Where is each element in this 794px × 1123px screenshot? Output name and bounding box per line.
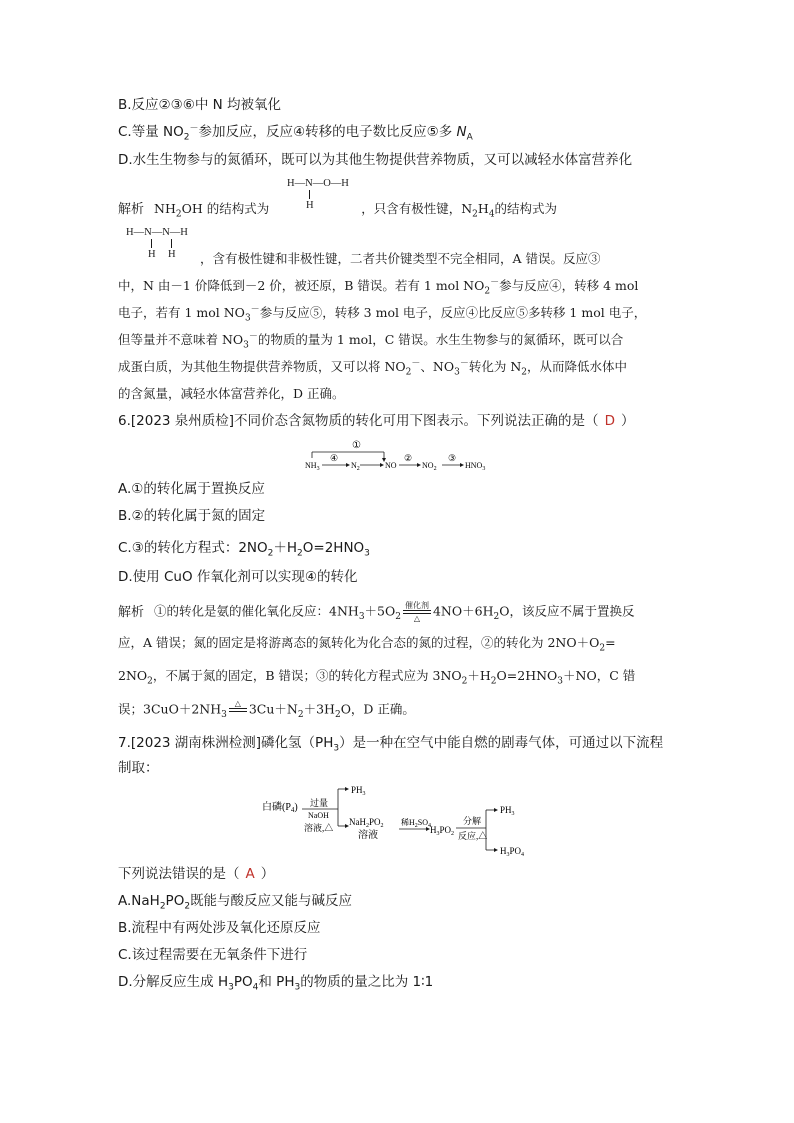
decompose-label: 分解	[463, 816, 482, 826]
q5-analysis-line-1: 解析 $NH_2OH$ 的结构式为 ，只含有极性键，$N_2H_4$的结构式为	[118, 201, 558, 220]
naoh-label: NaOH	[308, 811, 329, 820]
q5-analysis-line-2: ，含有极性键和非极性键，二者共价键类型不完全相同，A 错误。反应③	[200, 251, 601, 266]
q6-analysis-line-1: 解析 ①的转化是氨的催化氧化反应：$4NH_3+5O_2$ 催化剂 △ $4NO+6H_2O$，该反应不属于置换反	[118, 601, 635, 623]
h3po4-label: $H_3PO_4$	[500, 846, 525, 858]
q6-answer: D	[604, 413, 615, 429]
q6-analysis-line-4: 误；$3CuO+2NH_3$ △ $3Cu+N_2+3H_2O$，D 正确。	[118, 699, 415, 720]
hydrazine-structure: H—N—N—H H H	[126, 227, 188, 260]
n2-label: $N_2$	[351, 461, 360, 472]
catalyst-condition: 催化剂 △	[404, 601, 429, 623]
q7-stem-line-1: 7.[2023 湖南株洲检测]磷化氢$(PH_3)$是一种在空气中能自燃的剧毒气体，可通过以下流程	[118, 735, 664, 754]
ph3-product-top: $PH_3$	[351, 785, 366, 797]
q6-option-c: C.③的转化方程式：$2NO_2+H_2O=2HNO_3$	[118, 540, 370, 559]
analysis-label: 解析	[118, 604, 145, 620]
reaction-1-label: ①	[352, 440, 361, 451]
reaction-heat-label: 反应,△	[458, 831, 488, 841]
phosphine-flow-diagram	[258, 780, 548, 860]
nitrogen-conversion-diagram	[300, 438, 500, 474]
q5-analysis-line-3: 中，N 由－1 价降低到－2 价，被还原，B 错误。若有 1 mol $NO_2^-$参与反应④，转移 4 mol	[118, 277, 639, 297]
hydroxylamine-structure: H—N—O—H H	[287, 178, 349, 211]
reaction-4-label: ④	[330, 453, 339, 463]
q6-option-a: A.①的转化属于置换反应	[118, 481, 265, 497]
reaction-2-label: ②	[404, 453, 413, 463]
q5-analysis-line-5: 但等量并不意味着 $NO_3^-$的物质的量为 1 mol，C 错误。水生生物参与的氮循环，既可以合	[118, 331, 624, 351]
ph3-product-right: $PH_3$	[500, 805, 515, 817]
h3po2-label: $H_3PO_2$	[430, 825, 455, 837]
white-phosphorus-label: 白磷$(P_4)$	[262, 802, 298, 814]
no2-label: $NO_2$	[422, 461, 437, 472]
hno3-label: $HNO_3$	[465, 461, 486, 472]
q5-analysis-line-4: 电子，若有 1 mol $NO_3^-$参与反应⑤，转移 3 mol 电子，反应④比反应⑤多转移 1 mol 电子，	[118, 304, 647, 324]
q5-analysis-line-6: 成蛋白质，为其他生物提供营养物质，又可以将 $NO_2^-$、$NO_3^-$转化为 $N_2$，从而降低水体中	[118, 358, 628, 378]
q7-option-c: C.该过程需要在无氧条件下进行	[118, 947, 308, 963]
q6-analysis-line-2: 应，A 错误；氮的固定是将游离态的氮转化为化合态的氮的过程，②的转化为 $2NO+O_2=$	[118, 635, 616, 654]
nah2po2-label: $NaH_2PO_2$	[349, 817, 384, 829]
analysis-label: 解析	[118, 202, 145, 217]
no-label: NO	[385, 461, 397, 470]
heat-condition: △	[227, 699, 249, 721]
solution-label: 溶液	[358, 830, 378, 841]
q7-option-d: D.分解反应生成 $H_3PO_4$和 $PH_3$的物质的量之比为 1∶1	[118, 974, 434, 993]
q6-option-d: D.使用 CuO 作氧化剂可以实现④的转化	[118, 569, 358, 585]
q7-question: 下列说法错误的是（ A ）	[118, 866, 275, 882]
reaction-3-label: ③	[448, 453, 457, 463]
solution-heat-label: 溶液,△	[304, 823, 334, 833]
q7-option-b: B.流程中有两处涉及氧化还原反应	[118, 920, 321, 936]
excess-label: 过量	[310, 798, 329, 808]
q6-stem: 6.[2023 泉州质检]不同价态含氮物质的转化可用下图表示。下列说法正确的是（ D ）	[118, 413, 635, 429]
dilute-h2so4-label: 稀$H_2SO_4$	[401, 818, 432, 829]
nh3-label: $NH_3$	[305, 461, 320, 472]
q6-option-b: B.②的转化属于氮的固定	[118, 508, 266, 524]
q7-stem-line-2: 制取：	[118, 760, 159, 776]
q7-answer: A	[245, 866, 255, 882]
q6-analysis-line-3: $2NO_2$，不属于氮的固定，B 错误；③的转化方程式应为 $3NO_2+H_2O=2HNO_3+NO$，C 错	[118, 668, 636, 687]
q5-option-c: C.等量 $NO_2^-$参加反应，反应④转移的电子数比反应⑤多 $N_A$	[118, 123, 473, 143]
q5-option-d: D.水生生物参与的氮循环，既可以为其他生物提供营养物质，又可以减轻水体富营养化	[118, 152, 633, 168]
q7-option-a: $A.NaH_2PO_2$既能与酸反应又能与碱反应	[118, 893, 353, 912]
q5-option-b: B.反应②③⑥中 N 均被氧化	[118, 97, 282, 113]
q5-analysis-line-7: 的含氮量，减轻水体富营养化，D 正确。	[118, 386, 345, 401]
